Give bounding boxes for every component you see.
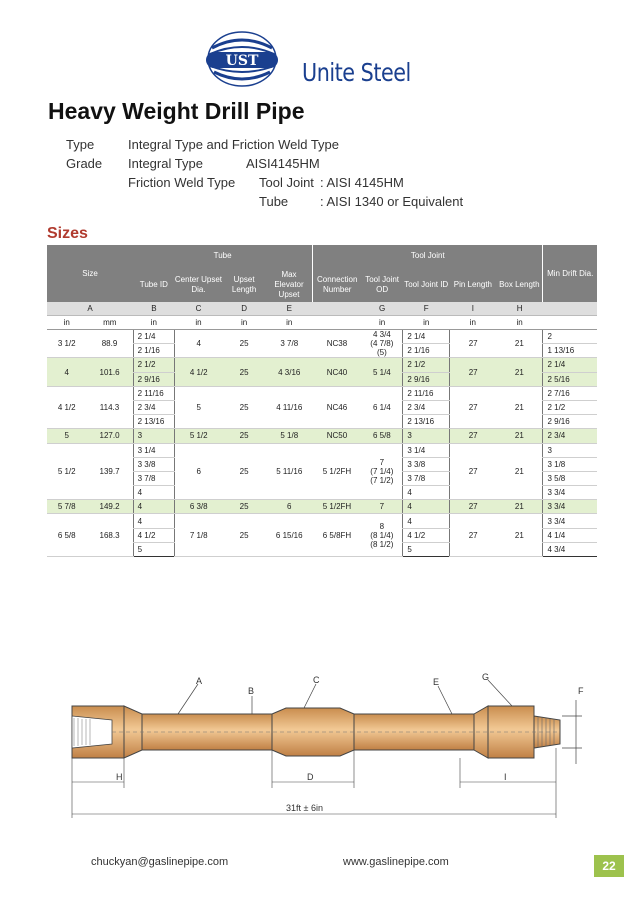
connection-cell: NC50 bbox=[313, 429, 362, 443]
unit-cell: in bbox=[175, 316, 223, 330]
col-tool-od-header: Tool Joint OD bbox=[361, 267, 403, 302]
max-elevator-cell: 4 11/16 bbox=[266, 386, 313, 429]
footer-website[interactable]: www.gaslinepipe.com bbox=[343, 856, 449, 868]
tool-id-cell: 3 1/4 bbox=[403, 443, 450, 457]
size-mm-cell: 114.3 bbox=[86, 386, 133, 429]
tube-id-cell: 4 bbox=[133, 500, 175, 514]
upset-length-cell: 25 bbox=[222, 386, 266, 429]
tube-group-header: Tube bbox=[133, 245, 312, 267]
min-drift-cell: 2 9/16 bbox=[543, 415, 597, 429]
unit-cell bbox=[313, 316, 362, 330]
box-length-cell: 21 bbox=[496, 443, 543, 500]
min-drift-cell: 2 7/16 bbox=[543, 386, 597, 400]
min-drift-cell: 3 3/4 bbox=[543, 486, 597, 500]
upset-length-cell: 25 bbox=[222, 443, 266, 500]
letter-cell bbox=[543, 302, 597, 316]
label-b: B bbox=[248, 686, 255, 696]
max-elevator-cell: 6 15/16 bbox=[266, 514, 313, 557]
center-upset-cell: 4 1/2 bbox=[175, 358, 223, 386]
size-in-cell: 5 bbox=[47, 429, 86, 443]
table-row bbox=[47, 330, 597, 344]
min-drift-cell: 3 3/4 bbox=[543, 514, 597, 528]
tube-id-cell: 3 7/8 bbox=[133, 471, 175, 485]
grade-tube-value: : AISI 1340 or Equivalent bbox=[320, 194, 464, 209]
tube-id-cell: 3 bbox=[133, 429, 175, 443]
box-length-cell: 21 bbox=[496, 514, 543, 557]
overall-length-label: 31ft ± 6in bbox=[286, 803, 323, 813]
tube-id-cell: 4 bbox=[133, 486, 175, 500]
size-in-cell: 5 7/8 bbox=[47, 500, 86, 514]
grade-integral-type: Integral Type bbox=[128, 156, 203, 171]
size-mm-cell: 149.2 bbox=[86, 500, 133, 514]
unit-cell: in bbox=[266, 316, 313, 330]
max-elevator-cell: 6 bbox=[266, 500, 313, 514]
size-group bbox=[47, 386, 597, 429]
unit-cell: in bbox=[496, 316, 543, 330]
box-length-cell: 21 bbox=[496, 500, 543, 514]
letter-cell: D bbox=[222, 302, 266, 316]
tool-id-cell: 4 bbox=[403, 500, 450, 514]
box-length-cell: 21 bbox=[496, 429, 543, 443]
size-group bbox=[47, 443, 597, 500]
size-mm-cell: 101.6 bbox=[86, 358, 133, 386]
sizes-heading: Sizes bbox=[47, 225, 88, 242]
unit-cell: in bbox=[450, 316, 497, 330]
grade-tool-joint-value: : AISI 4145HM bbox=[320, 175, 404, 190]
connection-cell: NC40 bbox=[313, 358, 362, 386]
connection-cell: 5 1/2FH bbox=[313, 500, 362, 514]
min-drift-cell: 3 bbox=[543, 443, 597, 457]
tool-id-cell: 4 bbox=[403, 486, 450, 500]
tube-id-cell: 3 1/4 bbox=[133, 443, 175, 457]
page-title: Heavy Weight Drill Pipe bbox=[48, 98, 305, 124]
col-size-header: Size bbox=[47, 245, 133, 302]
center-upset-cell: 6 3/8 bbox=[175, 500, 223, 514]
tool-id-cell: 3 bbox=[403, 429, 450, 443]
connection-cell: 5 1/2FH bbox=[313, 443, 362, 500]
page-number: 22 bbox=[594, 855, 624, 877]
tool-od-cell: 5 1/4 bbox=[361, 358, 403, 386]
pin-length-cell: 27 bbox=[450, 429, 497, 443]
pin-length-cell: 27 bbox=[450, 443, 497, 500]
size-mm-cell: 88.9 bbox=[86, 330, 133, 358]
unit-cell: in bbox=[222, 316, 266, 330]
sizes-table bbox=[47, 245, 597, 557]
tool-joint-group-header: Tool Joint bbox=[313, 245, 543, 267]
col-tube-id-header: Tube ID bbox=[133, 267, 175, 302]
col-pin-length-header: Pin Length bbox=[450, 267, 497, 302]
tool-id-cell: 2 11/16 bbox=[403, 386, 450, 400]
col-box-length-header: Box Length bbox=[496, 267, 543, 302]
tool-id-cell: 2 3/4 bbox=[403, 400, 450, 414]
tool-od-cell: 6 5/8 bbox=[361, 429, 403, 443]
size-mm-cell: 127.0 bbox=[86, 429, 133, 443]
size-mm-cell: 139.7 bbox=[86, 443, 133, 500]
box-length-cell: 21 bbox=[496, 330, 543, 358]
connection-cell: NC46 bbox=[313, 386, 362, 429]
letter-cell: G bbox=[361, 302, 403, 316]
brand-name: Unite Steel bbox=[302, 58, 411, 87]
col-upset-length-header: Upset Length bbox=[222, 267, 266, 302]
col-max-elevator-header: Max Elevator Upset bbox=[266, 267, 313, 302]
tool-id-cell: 3 7/8 bbox=[403, 471, 450, 485]
tube-id-cell: 4 bbox=[133, 514, 175, 528]
tool-id-cell: 2 9/16 bbox=[403, 372, 450, 386]
pin-length-cell: 27 bbox=[450, 386, 497, 429]
tool-id-cell: 2 13/16 bbox=[403, 415, 450, 429]
tool-id-cell: 2 1/4 bbox=[403, 330, 450, 344]
label-g: G bbox=[482, 672, 490, 682]
unit-cell: in bbox=[133, 316, 175, 330]
label-c: C bbox=[313, 675, 320, 685]
size-in-cell: 4 bbox=[47, 358, 86, 386]
center-upset-cell: 6 bbox=[175, 443, 223, 500]
table-row bbox=[47, 358, 597, 372]
tool-od-cell: 6 1/4 bbox=[361, 386, 403, 429]
label-f: F bbox=[578, 686, 584, 696]
col-min-drift-header: Min Drift Dia. bbox=[543, 245, 597, 302]
center-upset-cell: 5 1/2 bbox=[175, 429, 223, 443]
tool-od-cell: 7 bbox=[361, 500, 403, 514]
logo-text: UST bbox=[225, 53, 259, 69]
label-e: E bbox=[433, 677, 440, 687]
label-a: A bbox=[196, 676, 203, 686]
letter-cell: B bbox=[133, 302, 175, 316]
letter-cell: I bbox=[450, 302, 497, 316]
upset-length-cell: 25 bbox=[222, 500, 266, 514]
size-group bbox=[47, 514, 597, 557]
pin-length-cell: 27 bbox=[450, 514, 497, 557]
upset-length-cell: 25 bbox=[222, 429, 266, 443]
tool-id-cell: 5 bbox=[403, 542, 450, 556]
tube-id-cell: 2 3/4 bbox=[133, 400, 175, 414]
table-row bbox=[47, 500, 597, 514]
pin-length-cell: 27 bbox=[450, 330, 497, 358]
label-h: H bbox=[116, 772, 123, 782]
size-group bbox=[47, 429, 597, 443]
center-upset-cell: 7 1/8 bbox=[175, 514, 223, 557]
grade-integral-value: AISI4145HM bbox=[246, 156, 320, 171]
table-row bbox=[47, 443, 597, 457]
grade-tube-label: Tube bbox=[259, 194, 289, 209]
size-group bbox=[47, 500, 597, 514]
min-drift-cell: 3 1/8 bbox=[543, 457, 597, 471]
grade-friction-type: Friction Weld Type bbox=[128, 175, 236, 190]
letter-cell: H bbox=[496, 302, 543, 316]
col-center-upset-header: Center Upset Dia. bbox=[175, 267, 223, 302]
size-in-cell: 4 1/2 bbox=[47, 386, 86, 429]
col-connection-header: Connection Number bbox=[313, 267, 362, 302]
tool-od-cell: 4 3/4 (4 7/8) (5) bbox=[361, 330, 403, 358]
grade-label: Grade bbox=[66, 156, 103, 171]
box-length-cell: 21 bbox=[496, 358, 543, 386]
type-label: Type bbox=[66, 137, 95, 152]
size-mm-cell: 168.3 bbox=[86, 514, 133, 557]
tool-id-cell: 3 3/8 bbox=[403, 457, 450, 471]
max-elevator-cell: 3 7/8 bbox=[266, 330, 313, 358]
unit-cell: mm bbox=[86, 316, 133, 330]
unit-cell: in bbox=[403, 316, 450, 330]
min-drift-cell: 2 5/16 bbox=[543, 372, 597, 386]
tool-id-cell: 4 1/2 bbox=[403, 528, 450, 542]
pin-length-cell: 27 bbox=[450, 358, 497, 386]
min-drift-cell: 4 3/4 bbox=[543, 542, 597, 556]
tube-id-cell: 2 1/2 bbox=[133, 358, 175, 372]
unit-cell bbox=[543, 316, 597, 330]
min-drift-cell: 2 3/4 bbox=[543, 429, 597, 443]
upset-length-cell: 25 bbox=[222, 330, 266, 358]
tube-id-cell: 2 13/16 bbox=[133, 415, 175, 429]
pin-length-cell: 27 bbox=[450, 500, 497, 514]
min-drift-cell: 3 3/4 bbox=[543, 500, 597, 514]
type-value: Integral Type and Friction Weld Type bbox=[128, 137, 340, 152]
connection-cell: 6 5/8FH bbox=[313, 514, 362, 557]
unit-cell: in bbox=[361, 316, 403, 330]
min-drift-cell: 2 1/4 bbox=[543, 358, 597, 372]
tube-id-cell: 3 3/8 bbox=[133, 457, 175, 471]
tool-id-cell: 2 1/16 bbox=[403, 344, 450, 358]
upset-length-cell: 25 bbox=[222, 514, 266, 557]
center-upset-cell: 4 bbox=[175, 330, 223, 358]
connection-cell: NC38 bbox=[313, 330, 362, 358]
tool-od-cell: 7 (7 1/4) (7 1/2) bbox=[361, 443, 403, 500]
min-drift-cell: 3 5/8 bbox=[543, 471, 597, 485]
tool-od-cell: 8 (8 1/4) (8 1/2) bbox=[361, 514, 403, 557]
drill-pipe-diagram bbox=[60, 670, 600, 830]
table-row bbox=[47, 429, 597, 443]
tube-id-cell: 4 1/2 bbox=[133, 528, 175, 542]
tube-id-cell: 2 11/16 bbox=[133, 386, 175, 400]
label-d: D bbox=[307, 772, 314, 782]
upset-length-cell: 25 bbox=[222, 358, 266, 386]
tube-id-cell: 5 bbox=[133, 542, 175, 556]
letter-cell bbox=[313, 302, 362, 316]
tool-id-cell: 4 bbox=[403, 514, 450, 528]
grade-tool-joint-label: Tool Joint bbox=[259, 175, 314, 190]
letter-cell: C bbox=[175, 302, 223, 316]
unit-cell: in bbox=[47, 316, 86, 330]
label-i: I bbox=[504, 772, 507, 782]
max-elevator-cell: 5 1/8 bbox=[266, 429, 313, 443]
col-tool-id-header: Tool Joint ID bbox=[403, 267, 450, 302]
min-drift-cell: 2 1/2 bbox=[543, 400, 597, 414]
table-row bbox=[47, 514, 597, 528]
tool-id-cell: 2 1/2 bbox=[403, 358, 450, 372]
size-in-cell: 5 1/2 bbox=[47, 443, 86, 500]
size-in-cell: 6 5/8 bbox=[47, 514, 86, 557]
box-length-cell: 21 bbox=[496, 386, 543, 429]
center-upset bbox=[272, 708, 354, 756]
tube-id-cell: 2 1/16 bbox=[133, 344, 175, 358]
max-elevator-cell: 5 11/16 bbox=[266, 443, 313, 500]
min-drift-cell: 2 bbox=[543, 330, 597, 344]
center-upset-cell: 5 bbox=[175, 386, 223, 429]
footer-email[interactable]: chuckyan@gaslinepipe.com bbox=[91, 856, 229, 868]
letter-cell: E bbox=[266, 302, 313, 316]
size-in-cell: 3 1/2 bbox=[47, 330, 86, 358]
letter-cell: A bbox=[47, 302, 133, 316]
size-group bbox=[47, 358, 597, 386]
size-group bbox=[47, 330, 597, 358]
max-elevator-cell: 4 3/16 bbox=[266, 358, 313, 386]
min-drift-cell: 1 13/16 bbox=[543, 344, 597, 358]
min-drift-cell: 4 1/4 bbox=[543, 528, 597, 542]
table-row bbox=[47, 386, 597, 400]
tube-id-cell: 2 1/4 bbox=[133, 330, 175, 344]
letter-cell: F bbox=[403, 302, 450, 316]
tube-id-cell: 2 9/16 bbox=[133, 372, 175, 386]
